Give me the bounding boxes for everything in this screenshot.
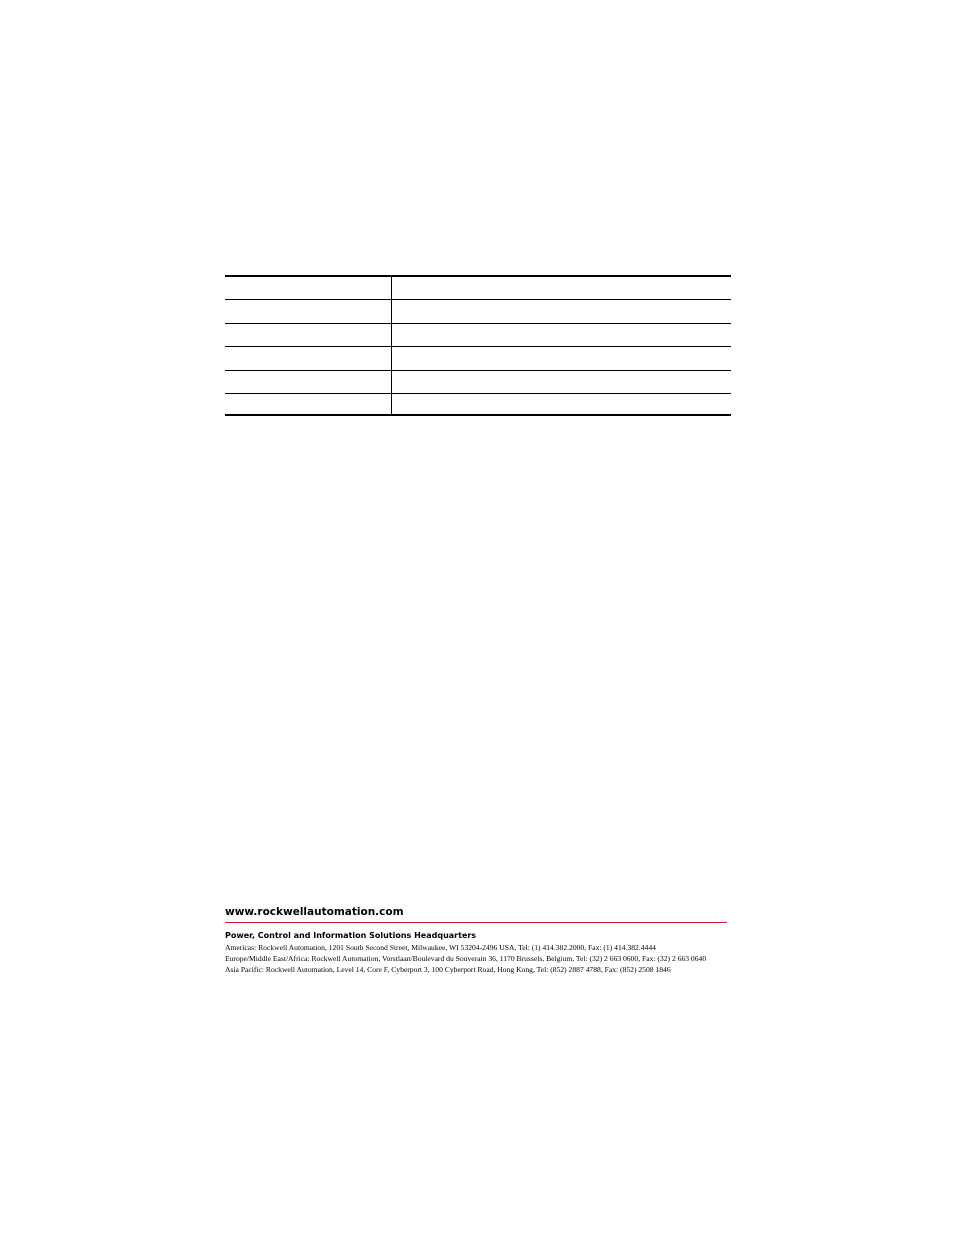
table-row-divider [225,346,731,347]
address-americas: Americas: Rockwell Automation, 1201 South Second Street, Milwaukee, WI 53204-2496 USA, Tel: (1) 414.382.2000, Fax: (1) 414.382.4444 [225,943,656,952]
table-row-divider [225,370,731,371]
table-row-divider [225,323,731,324]
headquarters-title: Power, Control and Information Solutions Headquarters [225,931,477,940]
table-row-divider [225,299,731,300]
address-emea: Europe/Middle East/Africa: Rockwell Automation, Vorstlaan/Boulevard du Souverain 36, 1170 Brussels, Belgium, Tel: (32) 2 663 0600, Fax: (32) 2 663 0640 [225,954,707,963]
revision-table [225,275,731,416]
table-row-divider [225,393,731,394]
website-link[interactable]: www.rockwellautomation.com [225,906,404,918]
address-asia-pacific: Asia Pacific: Rockwell Automation, Level 14, Core F, Cyberport 3, 100 Cyberport Road, Hong Kong, Tel: (852) 2887 4788, Fax: (852) 2508 1846 [225,965,671,974]
back-cover-footer [225,905,727,975]
footer-divider [225,922,727,923]
